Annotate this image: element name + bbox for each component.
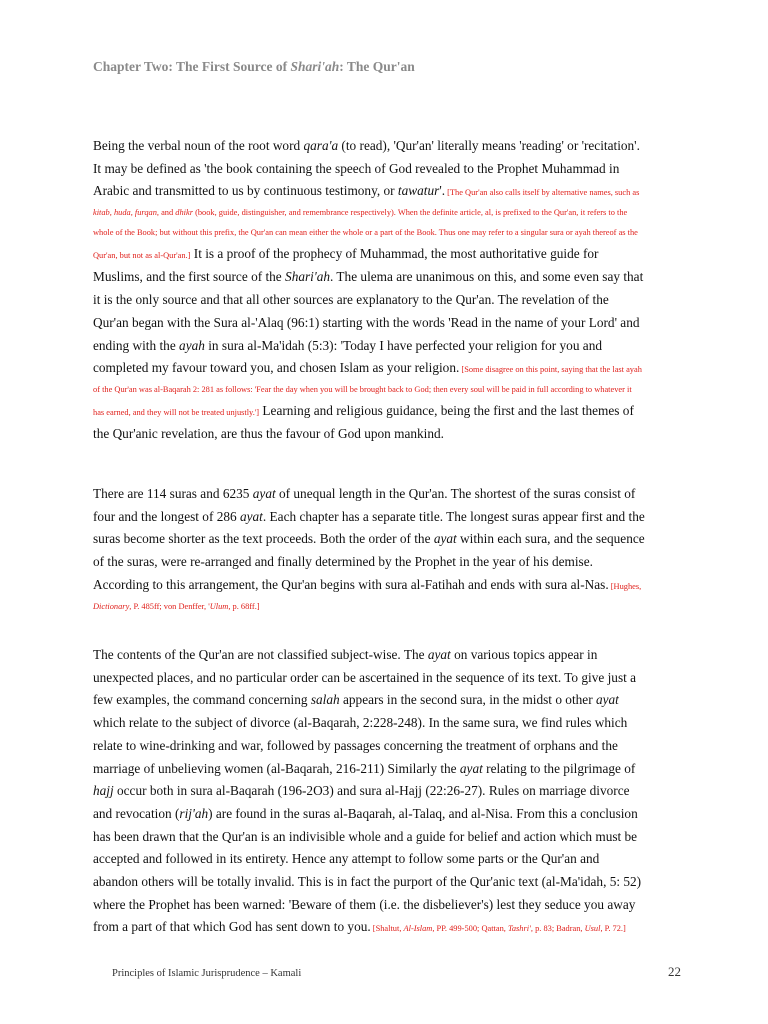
footnote-line: whole of the Book; but without this prefix, the Qur'an can mean either the whole or a part of the Book. Thus one may refer to a singular sura or ayah thereof as the xyxy=(93,228,638,238)
text-line: from a part of that which God has sent down to you. [Shaltut, Al-Islam, PP. 499-500; Qattan, Tashri', p. 83; Badran, Usul, P. 72.] xyxy=(93,919,626,935)
footnote: [Shaltut, Al-Islam, PP. 499-500; Qattan, Tashri', p. 83; Badran, Usul, P. 72.] xyxy=(370,924,626,934)
text-line: It may be defined as 'the book containing the speech of God revealed to the Prophet Muhammad in xyxy=(93,160,620,176)
text-line: few examples, the command concerning salah appears in the second sura, in the midst o other ayat xyxy=(93,692,619,708)
footnote: [Some disagree on this point, saying that the last ayah xyxy=(459,365,642,375)
text-line: and revocation (rij'ah) are found in the suras al-Baqarah, al-Talaq, and al-Nisa. From this a conclusion xyxy=(93,805,638,821)
text-line: suras become shorter as the text proceeds. Both the order of the ayat within each sura, and the sequence xyxy=(93,531,645,547)
paragraph-3 xyxy=(93,644,685,939)
text-line: Qur'an began with the Sura al-'Alaq (96:1) starting with the words 'Read in the name of your Lord' and xyxy=(93,314,640,330)
text-line: of the suras, were re-arranged and finally determined by the Prophet in the year of his demise. xyxy=(93,554,593,570)
chapter-header: Chapter Two: The First Source of Shari'ah: The Qur'an xyxy=(93,59,415,74)
text-line: There are 114 suras and 6235 ayat of unequal length in the Qur'an. The shortest of the suras consist of xyxy=(93,486,636,501)
text-line: where the Prophet has been warned: 'Beware of them (i.e. the disbeliever's) lest they seduce you away xyxy=(93,896,636,912)
text-line: it is the only source and that all other sources are explanatory to the Qur'an. The revelation of the xyxy=(93,292,609,308)
text-line: ending with the ayah in sura al-Ma'idah (5:3): 'Today I have perfected your religion for you and xyxy=(93,337,602,353)
text-line: According to this arrangement, the Qur'an begins with sura al-Fatihah and ends with sura al-Nas. [Hughes, xyxy=(93,576,642,592)
text-line: unexpected places, and no particular order can be ascertained in the sequence of its text. To give just a xyxy=(93,669,637,685)
paragraph-2 xyxy=(93,483,685,617)
text-line: has been drawn that the Qur'an is an indivisible whole and a guide for belief and action which must be xyxy=(93,828,638,844)
footnote-line: Dictionary, P. 485ff; von Denffer, 'Ulum, p. 68ff.] xyxy=(93,601,260,611)
footnote-line: kitab, huda, furqan, and dhikr (book, guide, distinguisher, and remembrance respectively). When the definite article, al, is prefixed to the Qur'an, it refers to the xyxy=(93,208,628,218)
text-line: The contents of the Qur'an are not classified subject-wise. The ayat on various topics appear in xyxy=(93,647,598,662)
text-line: completed my favour toward you, and chosen Islam as your religion. [Some disagree on this point, saying that the last ayah xyxy=(93,360,642,376)
page-number: 22 xyxy=(668,964,681,979)
text-line: relate to wine-drinking and war, followed by passages concerning the treatment of orphans and the xyxy=(93,737,618,753)
footnote: [The Qur'an also calls itself by alternative names, such as xyxy=(445,188,640,198)
text-line: has earned, and they will not be treated unjustly.'] Learning and religious guidance, being the first and the last themes of xyxy=(93,403,634,419)
text-line: Arabic and transmitted to us by continuous testimony, or tawatur'. [The Qur'an also calls itself by alternative names, such as xyxy=(93,183,640,199)
footnote: Qur'an, but not as al-Qur'an.] xyxy=(93,251,191,261)
text-line: Muslims, and the first source of the Shari'ah. The ulema are unanimous on this, and some even say that xyxy=(93,269,644,285)
text-line: marriage of unbelieving women (al-Baqarah, 216-211) Similarly the ayat relating to the pilgrimage of xyxy=(93,760,636,776)
paragraph-1 xyxy=(93,135,685,446)
text-line: which relate to the subject of divorce (al-Baqarah, 2:228-248). In the same sura, we find rules which xyxy=(93,715,628,731)
text-line: Qur'an, but not as al-Qur'an.] It is a proof of the prophecy of Muhammad, the most authoritative guide for xyxy=(93,246,599,262)
text-line: four and the longest of 286 ayat. Each chapter has a separate title. The longest suras appear first and the xyxy=(93,508,645,524)
footnote: [Hughes, xyxy=(608,581,642,591)
text-line: abandon others will be totally invalid. This is in fact the purport of the Qur'anic text (al-Ma'idah, 5: 52) xyxy=(93,874,642,890)
footer-title: Principles of Islamic Jurisprudence – Kamali xyxy=(112,968,302,979)
text-line: the Qur'anic revelation, are thus the favour of God upon mankind. xyxy=(93,426,444,442)
footnote-line: of the Qur'an was al-Baqarah 2: 281 as follows: 'Fear the day when you will be brought back to God; then every soul will be paid in full according to whatever it xyxy=(93,385,632,395)
text-line: hajj occur both in sura al-Baqarah (196-2O3) and sura al-Hajj (22:26-27). Rules on marriage divorce xyxy=(93,783,630,799)
text-line: Being the verbal noun of the root word qara'a (to read), 'Qur'an' literally means 'reading' or 'recitation'. xyxy=(93,138,640,153)
footnote: has earned, and they will not be treated unjustly.'] xyxy=(93,408,260,418)
text-line: accepted and followed in its entirety. Hence any attempt to follow some parts or the Qur'an and xyxy=(93,851,600,867)
